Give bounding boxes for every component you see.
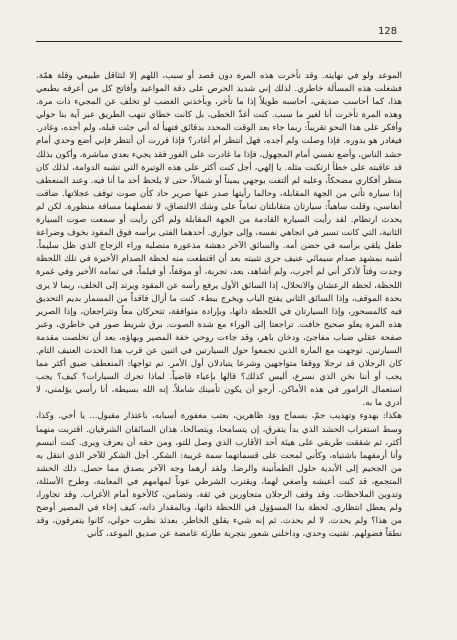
paragraph-2: هكذا: بهدوء وتهذيب جمّ، بسماح وود ظاهرين، بعتب مغفورة أسبابه، باعتذار مقبول... يا أخي. وكذا، وسط استغراب الحشد الذي بدأ يتفرق، إن يتسامحا، ويتصالحا، هذان السائقان الشرقيان. اقتربت منهما أكثر، ثم شققت طريقي على هيئة أحد الأقارب الذي وصل للتو، ومن حقه أن يعرف ويرى. كنت أتبسم وأنا أرمقهما باشتياه، وكأني لمحت على قسماتهما سمة غريبة: الشكر. أجل الشكر للآخر الذي انتقل به من الجحيم إلى الأبدية حلول الطمأنينة والرضا. ولقد أرهما وجه الآخر بصدق مما حصل. ذلك الحشد المتجمع، قد كنت أعيشه وأصغي لهما، ويقترب الشرطي عوناً لمهامهم في المعاينة، وطرح الأسئلة، وتدوين الملاحظات. وقد وقف الرجلان متجاورين في ثقة، وتضامن، كالأخوة أمام الأغراب. وقد تجاورا، ولم يعطل انتظاري. لحظة بدا المسؤول في اللحظة ذاتها، وبالمقدار ذاته، كيف إخاء في المصير أوضح من هذا؟ ولم يحدث. لا لم يحدث. ثم إنه شيء يقلق الخاطر. بعدئذ نظرت حولي، كانوا يتفرقون، وقد نطقاً فضولهم. تقتيت وحدي، وداخلني شعور بتجربة طارئة غامضة عن صديق الموعد، كأني xyxy=(36,411,402,540)
header-rule xyxy=(36,41,402,42)
paragraph-1: الموعد ولو في نهايته. وقد تأخرت هذه المرة دون قصد أو سبب، اللهم إلا لتثاقل طبيعي وقلة همّة. فشغلت هذه المسألة خاطري. لذلك إني شديد الحرص على دقة المواعيد وأفاتح كل من أعرفه بطبعي هذا، كما أحاسب صديقي، أحاسبه طويلاً إذا ما تأخر، وبأخذني الغضب لو تخلف عن المجيء ذات مرة. وهذه المرة تأخرت أنا لغير ما سبب. كنت أغذّ الخطى، بل كانت خطاي تنهب الطريق عبر آية بنا حولي وأفكر على هذا النحو تقريباً: ربما جاء بعد الوقت المحدد بدقائق فتهيأ له أني جئت قبله، ولم أجده، وغادر. فيغادر هو بدوره. فإذا وصلت ولم أجده، فهل أنتظر أم أغادر؟ فإذا قررت أن أنتظر فإني أضع وحدي أمام حشد الناس، وأضع نفسي أمام المجهول، فإذا ما غادرت على الفور فقد يجيء بعدي مباشرة، وأكون بذلك قد عاقبته على خطأ ارتكبت مثله. يا إلهي، أجل كنت أكثر على هذه الوتيرة التي تشبه الدوامة، لذلك كان منظر أفكاري مضحكاً، وعليه لم ألتفت بوجهي يميناً أو شمالاً، حتى لا يلحظ أحد ما أنا فيه. وعند المنعطف إذا سيارة تأتي من الجهة المقابلة، وحالما رأيتها صدر عنها صرير حاد كأن صوت توقف عجلاتها. ضاقت أنفاسي، وقلت ساهياً: سيارتان متقابلتان تماماً على وشك الالتصاق، لا تفصلهما مسافة منظورة. لكن لم يحدث ارتطام. لقد رأيت السيارة القادمة من الجهة المقابلة ولم أكن رأيت أو سمعت صوت السيارة الثانية، التي كانت تسير في اتجاهي نفسه، وإلى جواري. أحدهما الفتى برأسه فوق المقود بخوف وضراعة طفل يلقي برأسه في حضن أمه. والسائق الآخر دهشة مذعورة متصلبة وراء الزجاج الذي ظل سليماً. أشبه بمشهد صدام سيمائي عنيف جرى تثبيته بعد أن اقتطعت منه لحظة الصدام الأخيرة في تلك اللحظة وجدت وقتاً لأذكر أني لم أجرب، ولم أشاهد، بعد، تجربة، أو موقفاً، أو فيلماً، في تمامه الأخير وفي غمرة اللحظة، لحظة الرعشان والانحلال، إذا السائق الأول يرفع رأسه عن المقود ويرتد إلى الخلف، ربما لا يرى بحدة الموقف، وإذا السائق الثاني يفتح الباب ويخرج ببطء. كنت ما أزال فاقداً من المسمار بديم التحديق فيه كالمسحور، وإذا السيارتان في اللحظة ذاتها، وبإرادة متوافقة، تتحركان معاً وتتراجعان، وإذا الصرير هذه المرة يعلو صحيح خافت. تراجعتا إلى الوراء مع شدة الصوت. برق شريط صور في خاطري، وعبر صفحة عقلي ضباب مفاجئ، ودخان باهر، وقد جاءت روحي خفة المصير وبهاؤه، بعد أن تخلصت مقدمة السيارتين. توجهت مع المارة الذين تجمعوا حول السيارتين في اثنين عن قرب هذا الحدث العنيف التام. كان الرجلان قد ترجلا ووقفا متواجهين وشرعا يتبادلان أول الأمر. تم تواجها: المنعطف ضيق أكثر مما يجب أو أننا نخن الذي نسرع، أليس كذلك؟ قالها بإعياء قاضياً. لماذا تحرك السيارات؟ كيف؟ يجب استعمال الزامور في هذه الأماكن. أرجو أن يكون تأمينك شاملاً. إنه الله بسيطة، أنا رأسي يؤلمني، لا أدري ما به. xyxy=(35,71,402,409)
page-number: 128 xyxy=(378,26,398,37)
body-text xyxy=(36,70,402,541)
